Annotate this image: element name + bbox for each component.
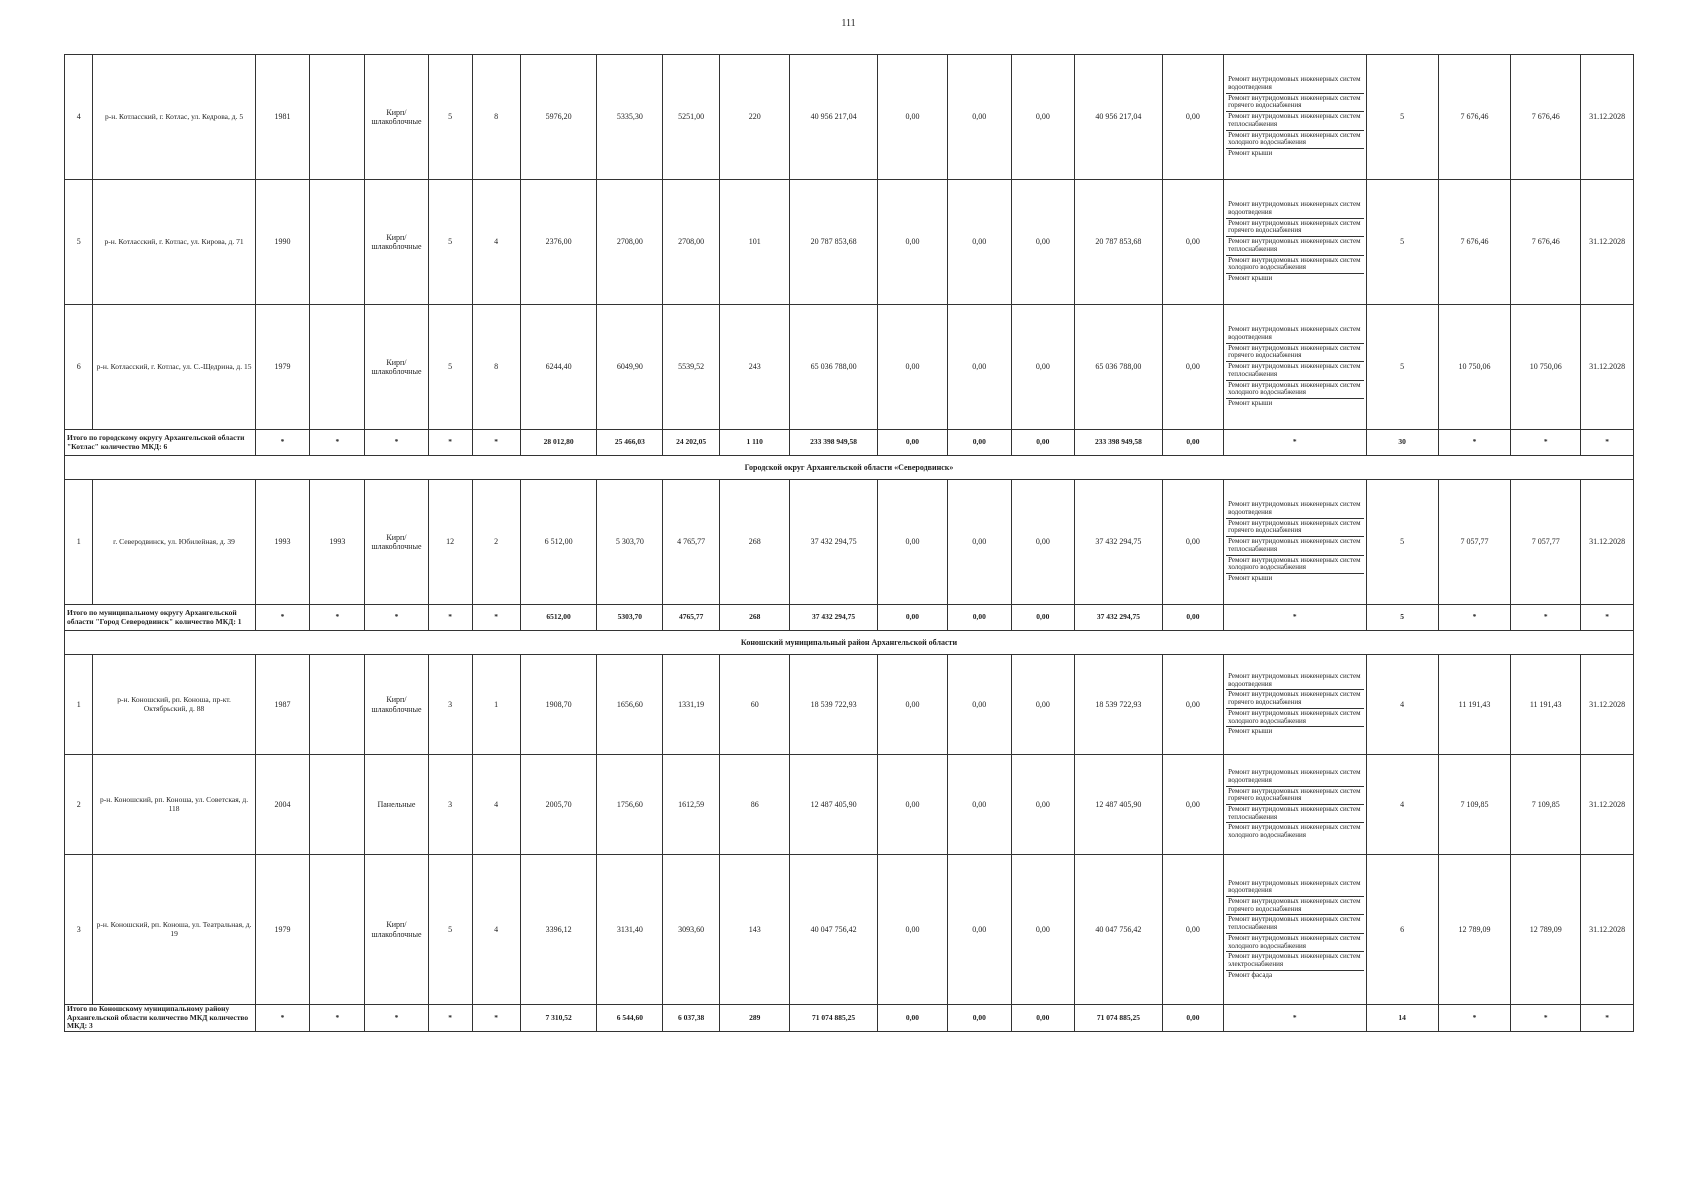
placeholder-cell: * bbox=[255, 430, 310, 456]
cell-cost-fed: 0,00 bbox=[877, 55, 947, 180]
cell-cost-mun: 0,00 bbox=[1011, 305, 1075, 430]
cell-works-count: 4 bbox=[1366, 655, 1438, 755]
cell-material: Кирп/ шлакоблочные bbox=[365, 855, 429, 1005]
cell-floors: 3 bbox=[428, 655, 472, 755]
table-row bbox=[65, 855, 1634, 1005]
cell-floors: 5 bbox=[428, 180, 472, 305]
cell-year-reconst bbox=[310, 655, 365, 755]
cell-entrances: 4 bbox=[472, 180, 520, 305]
total-cost-other: 0,00 bbox=[1162, 1005, 1223, 1032]
cell-area-total: 1908,70 bbox=[520, 655, 597, 755]
cell-floors: 3 bbox=[428, 755, 472, 855]
cell-limit-cost: 10 750,06 bbox=[1511, 305, 1581, 430]
cell-address: р-н. Коношский, рп. Коноша, ул. Советская, д. 118 bbox=[93, 755, 255, 855]
total-cost-other: 0,00 bbox=[1162, 605, 1223, 631]
cell-year-built: 1990 bbox=[255, 180, 310, 305]
cell-deadline: 31.12.2028 bbox=[1581, 55, 1634, 180]
cell-address: г. Северодвинск, ул. Юбилейная, д. 39 bbox=[93, 480, 255, 605]
cell-cost-fed: 0,00 bbox=[877, 655, 947, 755]
cell-area-living: 5539,52 bbox=[663, 305, 720, 430]
cell-works bbox=[1224, 55, 1366, 180]
placeholder-cell: * bbox=[365, 430, 429, 456]
cell-area-total: 3396,12 bbox=[520, 855, 597, 1005]
cell-residents: 268 bbox=[720, 480, 790, 605]
cell-cost-reg: 0,00 bbox=[948, 55, 1012, 180]
works-item: Ремонт внутридомовых инженерных систем горячего водоснабжения bbox=[1226, 787, 1363, 805]
cell-unit-cost: 12 789,09 bbox=[1438, 855, 1510, 1005]
cell-area-total: 6 512,00 bbox=[520, 480, 597, 605]
cell-year-built: 1993 bbox=[255, 480, 310, 605]
cell-limit-cost: 7 676,46 bbox=[1511, 55, 1581, 180]
placeholder-cell: * bbox=[1581, 605, 1634, 631]
section-title: Коношский муниципальный район Архангельской области bbox=[65, 631, 1634, 655]
table-row bbox=[65, 480, 1634, 605]
cell-works-count: 5 bbox=[1366, 480, 1438, 605]
works-list bbox=[1226, 672, 1363, 737]
cell-works bbox=[1224, 480, 1366, 605]
total-row bbox=[65, 1005, 1634, 1032]
cell-cost-reg: 0,00 bbox=[948, 855, 1012, 1005]
placeholder-cell: * bbox=[1224, 1005, 1366, 1032]
cell-address: р-н. Котласский, г. Котлас, ул. Кедрова, д. 5 bbox=[93, 55, 255, 180]
cell-num: 1 bbox=[65, 655, 93, 755]
placeholder-cell: * bbox=[255, 605, 310, 631]
cell-floors: 5 bbox=[428, 305, 472, 430]
works-item: Ремонт внутридомовых инженерных систем горячего водоснабжения bbox=[1226, 94, 1363, 112]
total-cost-mun: 0,00 bbox=[1011, 1005, 1075, 1032]
cell-area-living: 2708,00 bbox=[663, 180, 720, 305]
cell-cost-mun: 0,00 bbox=[1011, 55, 1075, 180]
cell-cost-fed: 0,00 bbox=[877, 855, 947, 1005]
works-item: Ремонт внутридомовых инженерных систем теплоснабжения bbox=[1226, 915, 1363, 933]
cell-works-count: 5 bbox=[1366, 55, 1438, 180]
total-cost-reg: 0,00 bbox=[948, 1005, 1012, 1032]
cell-year-reconst bbox=[310, 305, 365, 430]
cell-year-reconst: 1993 bbox=[310, 480, 365, 605]
cell-cost-other: 0,00 bbox=[1162, 755, 1223, 855]
cell-material: Кирп/ шлакоблочные bbox=[365, 55, 429, 180]
cell-deadline: 31.12.2028 bbox=[1581, 305, 1634, 430]
cell-address: р-н. Коношский, рп. Коноша, ул. Театральная, д. 19 bbox=[93, 855, 255, 1005]
placeholder-cell: * bbox=[1511, 430, 1581, 456]
table-row bbox=[65, 305, 1634, 430]
cell-cost-mun: 0,00 bbox=[1011, 755, 1075, 855]
cell-works bbox=[1224, 855, 1366, 1005]
table-row bbox=[65, 55, 1634, 180]
cell-material: Кирп/ шлакоблочные bbox=[365, 180, 429, 305]
placeholder-cell: * bbox=[255, 1005, 310, 1032]
cell-deadline: 31.12.2028 bbox=[1581, 180, 1634, 305]
cell-works-count: 6 bbox=[1366, 855, 1438, 1005]
cell-entrances: 4 bbox=[472, 755, 520, 855]
total-cost-reg: 0,00 bbox=[948, 605, 1012, 631]
cell-works-count: 5 bbox=[1366, 305, 1438, 430]
works-item: Ремонт внутридомовых инженерных систем теплоснабжения bbox=[1226, 362, 1363, 380]
works-item: Ремонт внутридомовых инженерных систем водоотведения bbox=[1226, 75, 1363, 93]
cell-cost-owners: 40 956 217,04 bbox=[1075, 55, 1163, 180]
placeholder-cell: * bbox=[472, 430, 520, 456]
total-area-all: 25 466,03 bbox=[597, 430, 663, 456]
placeholder-cell: * bbox=[365, 605, 429, 631]
total-cost-owners: 71 074 885,25 bbox=[1075, 1005, 1163, 1032]
works-item: Ремонт внутридомовых инженерных систем горячего водоснабжения bbox=[1226, 690, 1363, 708]
cell-floors: 5 bbox=[428, 55, 472, 180]
cell-deadline: 31.12.2028 bbox=[1581, 655, 1634, 755]
total-row bbox=[65, 430, 1634, 456]
cell-works bbox=[1224, 655, 1366, 755]
total-area-all: 6 544,60 bbox=[597, 1005, 663, 1032]
cell-num: 1 bbox=[65, 480, 93, 605]
cell-address: р-н. Котласский, г. Котлас, ул. Кирова, д. 71 bbox=[93, 180, 255, 305]
cell-cost-owners: 40 047 756,42 bbox=[1075, 855, 1163, 1005]
placeholder-cell: * bbox=[472, 605, 520, 631]
cell-residents: 143 bbox=[720, 855, 790, 1005]
cell-entrances: 8 bbox=[472, 305, 520, 430]
works-item: Ремонт внутридомовых инженерных систем теплоснабжения bbox=[1226, 112, 1363, 130]
placeholder-cell: * bbox=[472, 1005, 520, 1032]
total-area-living: 6 037,38 bbox=[663, 1005, 720, 1032]
section-title: Городской округ Архангельской области «Северодвинск» bbox=[65, 456, 1634, 480]
cell-limit-cost: 7 057,77 bbox=[1511, 480, 1581, 605]
cell-area-total: 5976,20 bbox=[520, 55, 597, 180]
cell-cost-total: 65 036 788,00 bbox=[790, 305, 878, 430]
total-cost-fed: 0,00 bbox=[877, 430, 947, 456]
total-cost-reg: 0,00 bbox=[948, 430, 1012, 456]
cell-cost-owners: 20 787 853,68 bbox=[1075, 180, 1163, 305]
total-cost-mun: 0,00 bbox=[1011, 430, 1075, 456]
cell-works bbox=[1224, 305, 1366, 430]
works-item: Ремонт внутридомовых инженерных систем водоотведения bbox=[1226, 879, 1363, 897]
placeholder-cell: * bbox=[1511, 605, 1581, 631]
works-item: Ремонт внутридомовых инженерных систем холодного водоснабжения bbox=[1226, 131, 1363, 149]
works-item: Ремонт внутридомовых инженерных систем водоотведения bbox=[1226, 200, 1363, 218]
cell-cost-other: 0,00 bbox=[1162, 55, 1223, 180]
cell-material: Кирп/ шлакоблочные bbox=[365, 305, 429, 430]
works-item: Ремонт внутридомовых инженерных систем горячего водоснабжения bbox=[1226, 344, 1363, 362]
placeholder-cell: * bbox=[1438, 430, 1510, 456]
total-cost-total: 71 074 885,25 bbox=[790, 1005, 878, 1032]
total-cost-fed: 0,00 bbox=[877, 1005, 947, 1032]
cell-area-total: 2005,70 bbox=[520, 755, 597, 855]
placeholder-cell: * bbox=[1438, 605, 1510, 631]
cell-unit-cost: 7 676,46 bbox=[1438, 55, 1510, 180]
cell-area-all: 2708,00 bbox=[597, 180, 663, 305]
total-works-count: 5 bbox=[1366, 605, 1438, 631]
placeholder-cell: * bbox=[310, 1005, 365, 1032]
total-works-count: 14 bbox=[1366, 1005, 1438, 1032]
cell-area-living: 3093,60 bbox=[663, 855, 720, 1005]
cell-entrances: 1 bbox=[472, 655, 520, 755]
cell-cost-fed: 0,00 bbox=[877, 755, 947, 855]
works-item: Ремонт внутридомовых инженерных систем холодного водоснабжения bbox=[1226, 256, 1363, 274]
cell-cost-other: 0,00 bbox=[1162, 305, 1223, 430]
table-row bbox=[65, 655, 1634, 755]
cell-entrances: 4 bbox=[472, 855, 520, 1005]
cell-cost-reg: 0,00 bbox=[948, 480, 1012, 605]
cell-num: 5 bbox=[65, 180, 93, 305]
cell-unit-cost: 11 191,43 bbox=[1438, 655, 1510, 755]
cell-cost-owners: 12 487 405,90 bbox=[1075, 755, 1163, 855]
placeholder-cell: * bbox=[365, 1005, 429, 1032]
cell-limit-cost: 7 109,85 bbox=[1511, 755, 1581, 855]
placeholder-cell: * bbox=[1224, 430, 1366, 456]
cell-cost-mun: 0,00 bbox=[1011, 180, 1075, 305]
works-item: Ремонт внутридомовых инженерных систем холодного водоснабжения bbox=[1226, 934, 1363, 952]
total-cost-fed: 0,00 bbox=[877, 605, 947, 631]
cell-unit-cost: 7 109,85 bbox=[1438, 755, 1510, 855]
placeholder-cell: * bbox=[428, 1005, 472, 1032]
section-header-row bbox=[65, 456, 1634, 480]
cell-residents: 220 bbox=[720, 55, 790, 180]
cell-residents: 101 bbox=[720, 180, 790, 305]
placeholder-cell: * bbox=[1224, 605, 1366, 631]
cell-year-built: 1979 bbox=[255, 855, 310, 1005]
total-residents: 268 bbox=[720, 605, 790, 631]
cell-unit-cost: 7 676,46 bbox=[1438, 180, 1510, 305]
total-cost-total: 233 398 949,58 bbox=[790, 430, 878, 456]
cell-limit-cost: 7 676,46 bbox=[1511, 180, 1581, 305]
cell-cost-other: 0,00 bbox=[1162, 855, 1223, 1005]
cell-deadline: 31.12.2028 bbox=[1581, 855, 1634, 1005]
cell-floors: 5 bbox=[428, 855, 472, 1005]
cell-area-all: 3131,40 bbox=[597, 855, 663, 1005]
total-area-total: 7 310,52 bbox=[520, 1005, 597, 1032]
cell-area-all: 5335,30 bbox=[597, 55, 663, 180]
placeholder-cell: * bbox=[1438, 1005, 1510, 1032]
total-cost-other: 0,00 bbox=[1162, 430, 1223, 456]
works-item: Ремонт внутридомовых инженерных систем горячего водоснабжения bbox=[1226, 219, 1363, 237]
total-works-count: 30 bbox=[1366, 430, 1438, 456]
cell-residents: 60 bbox=[720, 655, 790, 755]
cell-area-all: 5 303,70 bbox=[597, 480, 663, 605]
works-item: Ремонт внутридомовых инженерных систем холодного водоснабжения bbox=[1228, 823, 1361, 840]
works-item: Ремонт внутридомовых инженерных систем холодного водоснабжения bbox=[1226, 381, 1363, 399]
section-header-row bbox=[65, 631, 1634, 655]
cell-year-built: 2004 bbox=[255, 755, 310, 855]
table-row bbox=[65, 755, 1634, 855]
cell-num: 4 bbox=[65, 55, 93, 180]
total-area-total: 6512,00 bbox=[520, 605, 597, 631]
cell-area-living: 1612,59 bbox=[663, 755, 720, 855]
works-list bbox=[1226, 325, 1363, 408]
cell-material: Панельные bbox=[365, 755, 429, 855]
works-item: Ремонт крыши bbox=[1228, 398, 1273, 407]
cell-area-all: 1756,60 bbox=[597, 755, 663, 855]
works-item: Ремонт внутридомовых инженерных систем горячего водоснабжения bbox=[1226, 897, 1363, 915]
works-item: Ремонт внутридомовых инженерных систем теплоснабжения bbox=[1226, 805, 1363, 823]
cell-deadline: 31.12.2028 bbox=[1581, 755, 1634, 855]
cell-cost-mun: 0,00 bbox=[1011, 655, 1075, 755]
works-item: Ремонт фасада bbox=[1228, 970, 1273, 979]
total-cost-mun: 0,00 bbox=[1011, 605, 1075, 631]
cell-works bbox=[1224, 755, 1366, 855]
works-item: Ремонт внутридомовых инженерных систем теплоснабжения bbox=[1226, 537, 1363, 555]
cell-cost-fed: 0,00 bbox=[877, 305, 947, 430]
works-item: Ремонт внутридомовых инженерных систем теплоснабжения bbox=[1226, 237, 1363, 255]
total-cost-total: 37 432 294,75 bbox=[790, 605, 878, 631]
cell-year-reconst bbox=[310, 855, 365, 1005]
cell-residents: 243 bbox=[720, 305, 790, 430]
cell-year-reconst bbox=[310, 55, 365, 180]
cell-cost-total: 37 432 294,75 bbox=[790, 480, 878, 605]
works-item: Ремонт крыши bbox=[1228, 727, 1273, 736]
cell-material: Кирп/ шлакоблочные bbox=[365, 480, 429, 605]
cell-cost-reg: 0,00 bbox=[948, 180, 1012, 305]
cell-year-built: 1987 bbox=[255, 655, 310, 755]
works-item: Ремонт внутридомовых инженерных систем водоотведения bbox=[1226, 325, 1363, 343]
cell-year-reconst bbox=[310, 755, 365, 855]
cell-address: р-н. Котласский, г. Котлас, ул. С.-Щедрина, д. 15 bbox=[93, 305, 255, 430]
placeholder-cell: * bbox=[310, 605, 365, 631]
cell-cost-total: 18 539 722,93 bbox=[790, 655, 878, 755]
cell-deadline: 31.12.2028 bbox=[1581, 480, 1634, 605]
cell-cost-total: 12 487 405,90 bbox=[790, 755, 878, 855]
cell-area-total: 6244,40 bbox=[520, 305, 597, 430]
cell-num: 6 bbox=[65, 305, 93, 430]
cell-works-count: 4 bbox=[1366, 755, 1438, 855]
placeholder-cell: * bbox=[428, 605, 472, 631]
cell-unit-cost: 10 750,06 bbox=[1438, 305, 1510, 430]
cell-cost-mun: 0,00 bbox=[1011, 480, 1075, 605]
total-cost-owners: 233 398 949,58 bbox=[1075, 430, 1163, 456]
cell-area-living: 1331,19 bbox=[663, 655, 720, 755]
cell-area-total: 2376,00 bbox=[520, 180, 597, 305]
total-area-total: 28 012,80 bbox=[520, 430, 597, 456]
cell-material: Кирп/ шлакоблочные bbox=[365, 655, 429, 755]
cell-cost-total: 40 047 756,42 bbox=[790, 855, 878, 1005]
cell-year-reconst bbox=[310, 180, 365, 305]
placeholder-cell: * bbox=[1511, 1005, 1581, 1032]
works-item: Ремонт внутридомовых инженерных систем горячего водоснабжения bbox=[1226, 519, 1363, 537]
total-cost-owners: 37 432 294,75 bbox=[1075, 605, 1163, 631]
works-item: Ремонт крыши bbox=[1228, 148, 1273, 157]
works-list bbox=[1226, 768, 1363, 841]
cell-cost-owners: 65 036 788,00 bbox=[1075, 305, 1163, 430]
cell-cost-other: 0,00 bbox=[1162, 180, 1223, 305]
cell-cost-owners: 37 432 294,75 bbox=[1075, 480, 1163, 605]
cell-cost-reg: 0,00 bbox=[948, 305, 1012, 430]
total-area-living: 4765,77 bbox=[663, 605, 720, 631]
cell-cost-other: 0,00 bbox=[1162, 480, 1223, 605]
total-residents: 1 110 bbox=[720, 430, 790, 456]
table-row bbox=[65, 180, 1634, 305]
placeholder-cell: * bbox=[1581, 430, 1634, 456]
works-item: Ремонт внутридомовых инженерных систем водоотведения bbox=[1226, 672, 1363, 690]
cell-unit-cost: 7 057,77 bbox=[1438, 480, 1510, 605]
cell-year-built: 1981 bbox=[255, 55, 310, 180]
works-list bbox=[1226, 200, 1363, 283]
works-item: Ремонт внутридомовых инженерных систем водоотведения bbox=[1226, 500, 1363, 518]
works-item: Ремонт внутридомовых инженерных систем холодного водоснабжения bbox=[1226, 556, 1363, 574]
cell-area-all: 6049,90 bbox=[597, 305, 663, 430]
cell-cost-fed: 0,00 bbox=[877, 180, 947, 305]
works-item: Ремонт внутридомовых инженерных систем холодного водоснабжения bbox=[1226, 709, 1363, 727]
cell-num: 3 bbox=[65, 855, 93, 1005]
works-list bbox=[1226, 879, 1363, 981]
cell-address: р-н. Коношский, рп. Коноша, пр-кт. Октябрьский, д. 88 bbox=[93, 655, 255, 755]
works-list bbox=[1226, 75, 1363, 158]
cell-cost-reg: 0,00 bbox=[948, 655, 1012, 755]
placeholder-cell: * bbox=[310, 430, 365, 456]
cell-cost-fed: 0,00 bbox=[877, 480, 947, 605]
cell-limit-cost: 12 789,09 bbox=[1511, 855, 1581, 1005]
cell-entrances: 2 bbox=[472, 480, 520, 605]
works-list bbox=[1226, 500, 1363, 583]
cell-entrances: 8 bbox=[472, 55, 520, 180]
cell-cost-reg: 0,00 bbox=[948, 755, 1012, 855]
repair-program-table bbox=[64, 54, 1634, 1032]
total-row bbox=[65, 605, 1634, 631]
works-item: Ремонт крыши bbox=[1228, 273, 1273, 282]
placeholder-cell: * bbox=[428, 430, 472, 456]
cell-limit-cost: 11 191,43 bbox=[1511, 655, 1581, 755]
cell-works-count: 5 bbox=[1366, 180, 1438, 305]
works-item: Ремонт внутридомовых инженерных систем водоотведения bbox=[1226, 768, 1363, 786]
cell-year-built: 1979 bbox=[255, 305, 310, 430]
total-label: Итого по Коношскому муниципальному району Архангельской области количество МКД количество МКД: 3 bbox=[65, 1005, 256, 1032]
cell-works bbox=[1224, 180, 1366, 305]
cell-cost-owners: 18 539 722,93 bbox=[1075, 655, 1163, 755]
cell-cost-total: 20 787 853,68 bbox=[790, 180, 878, 305]
total-area-all: 5303,70 bbox=[597, 605, 663, 631]
total-label: Итого по муниципальному округу Архангельской области "Город Северодвинск" количество МКД: 1 bbox=[65, 605, 256, 631]
cell-area-living: 5251,00 bbox=[663, 55, 720, 180]
page-number: 111 bbox=[841, 18, 856, 29]
placeholder-cell: * bbox=[1581, 1005, 1634, 1032]
total-label: Итого по городскому округу Архангельской области "Котлас" количество МКД: 6 bbox=[65, 430, 256, 456]
cell-num: 2 bbox=[65, 755, 93, 855]
cell-cost-total: 40 956 217,04 bbox=[790, 55, 878, 180]
cell-floors: 12 bbox=[428, 480, 472, 605]
cell-area-living: 4 765,77 bbox=[663, 480, 720, 605]
cell-area-all: 1656,60 bbox=[597, 655, 663, 755]
cell-residents: 86 bbox=[720, 755, 790, 855]
total-area-living: 24 202,05 bbox=[663, 430, 720, 456]
cell-cost-other: 0,00 bbox=[1162, 655, 1223, 755]
total-residents: 289 bbox=[720, 1005, 790, 1032]
works-item: Ремонт крыши bbox=[1228, 573, 1273, 582]
cell-cost-mun: 0,00 bbox=[1011, 855, 1075, 1005]
works-item: Ремонт внутридомовых инженерных систем электроснабжения bbox=[1226, 952, 1363, 970]
